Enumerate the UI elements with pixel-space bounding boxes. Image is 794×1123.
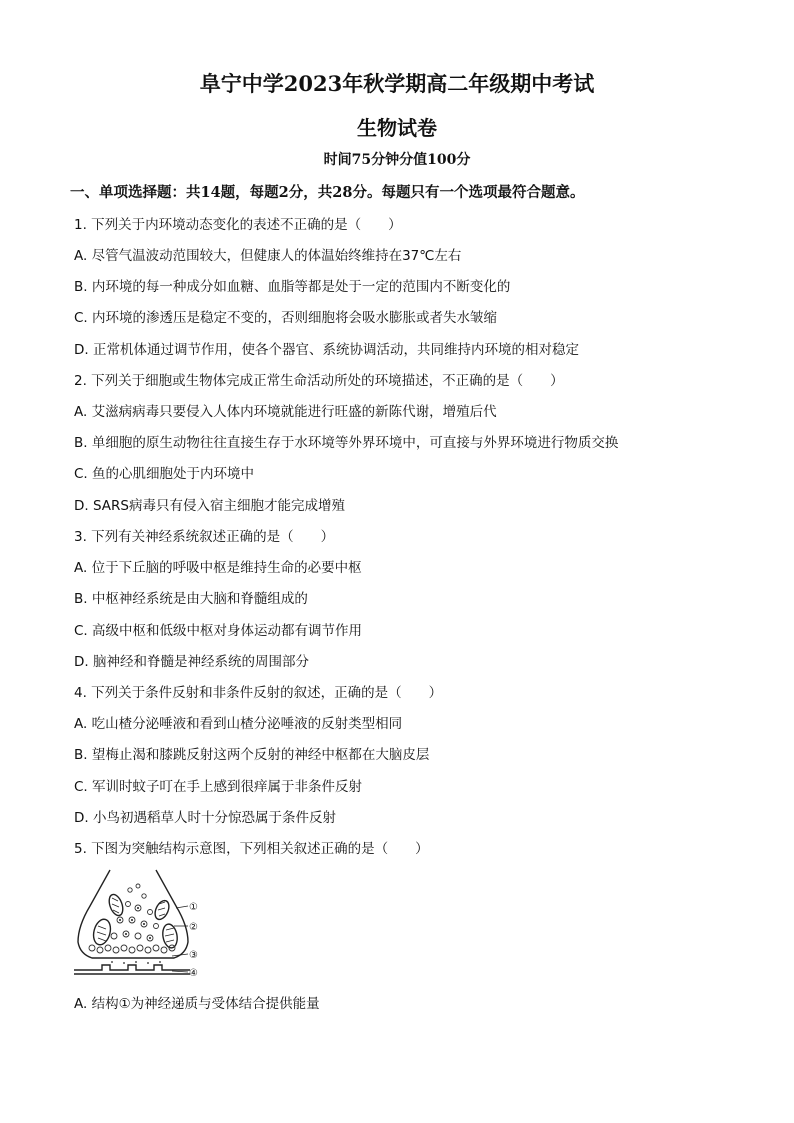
exam-subject: 生物试卷	[357, 116, 437, 140]
exam-title: 阜宁中学2023年秋学期高二年级期中考试	[199, 71, 595, 96]
label-4: ④	[189, 968, 198, 979]
question-3-option-a: A. 位于下丘脑的呼吸中枢是维持生命的必要中枢	[74, 560, 362, 576]
question-4-option-a: A. 吃山楂分泌唾液和看到山楂分泌唾液的反射类型相同	[74, 716, 403, 732]
question-4-option-d: D. 小鸟初遇稻草人时十分惊恐属于条件反射	[74, 810, 336, 826]
section-heading: 一、单项选择题：共14题，每题2分，共28分。每题只有一个选项最符合题意。	[70, 184, 585, 201]
synapse-diagram	[72, 868, 212, 983]
question-3-option-d: D. 脑神经和脊髓是神经系统的周围部分	[74, 654, 309, 670]
question-2-stem: 2. 下列关于细胞或生物体完成正常生命活动所处的环境描述，不正确的是（ ）	[74, 373, 564, 389]
question-1-option-b: B. 内环境的每一种成分如血糖、血脂等都是处于一定的范围内不断变化的	[74, 279, 511, 295]
question-3-stem: 3. 下列有关神经系统叙述正确的是（ ）	[74, 529, 335, 545]
question-1-stem: 1. 下列关于内环境动态变化的表述不正确的是（ ）	[74, 217, 402, 233]
question-3-option-c: C. 高级中枢和低级中枢对身体运动都有调节作用	[74, 623, 363, 639]
question-2-option-a: A. 艾滋病病毒只要侵入人体内环境就能进行旺盛的新陈代谢，增殖后代	[74, 404, 497, 420]
question-1-option-d: D. 正常机体通过调节作用，使各个器官、系统协调活动，共同维持内环境的相对稳定	[74, 342, 579, 358]
question-3-option-b: B. 中枢神经系统是由大脑和脊髓组成的	[74, 591, 308, 607]
question-2-option-d: D. SARS病毒只有侵入宿主细胞才能完成增殖	[74, 498, 345, 514]
label-1: ①	[189, 902, 198, 913]
label-3: ③	[189, 950, 198, 961]
label-2: ②	[189, 922, 198, 933]
question-2-option-c: C. 鱼的心肌细胞处于内环境中	[74, 466, 255, 482]
question-4-option-c: C. 军训时蚊子叮在手上感到很痒属于非条件反射	[74, 779, 363, 795]
question-1-option-a: A. 尽管气温波动范围较大，但健康人的体温始终维持在37℃左右	[74, 248, 462, 264]
question-2-option-b: B. 单细胞的原生动物往往直接生存于水环境等外界环境中，可直接与外界环境进行物质交换	[74, 435, 619, 451]
question-1-option-c: C. 内环境的渗透压是稳定不变的，否则细胞将会吸水膨胀或者失水皱缩	[74, 310, 498, 326]
question-5-option-a: A. 结构①为神经递质与受体结合提供能量	[74, 996, 320, 1012]
question-4-stem: 4. 下列关于条件反射和非条件反射的叙述，正确的是（ ）	[74, 685, 443, 701]
exam-info: 时间75分钟分值100分	[323, 152, 471, 168]
question-4-option-b: B. 望梅止渴和膝跳反射这两个反射的神经中枢都在大脑皮层	[74, 747, 430, 763]
question-5-stem: 5. 下图为突触结构示意图，下列相关叙述正确的是（ ）	[74, 841, 429, 857]
